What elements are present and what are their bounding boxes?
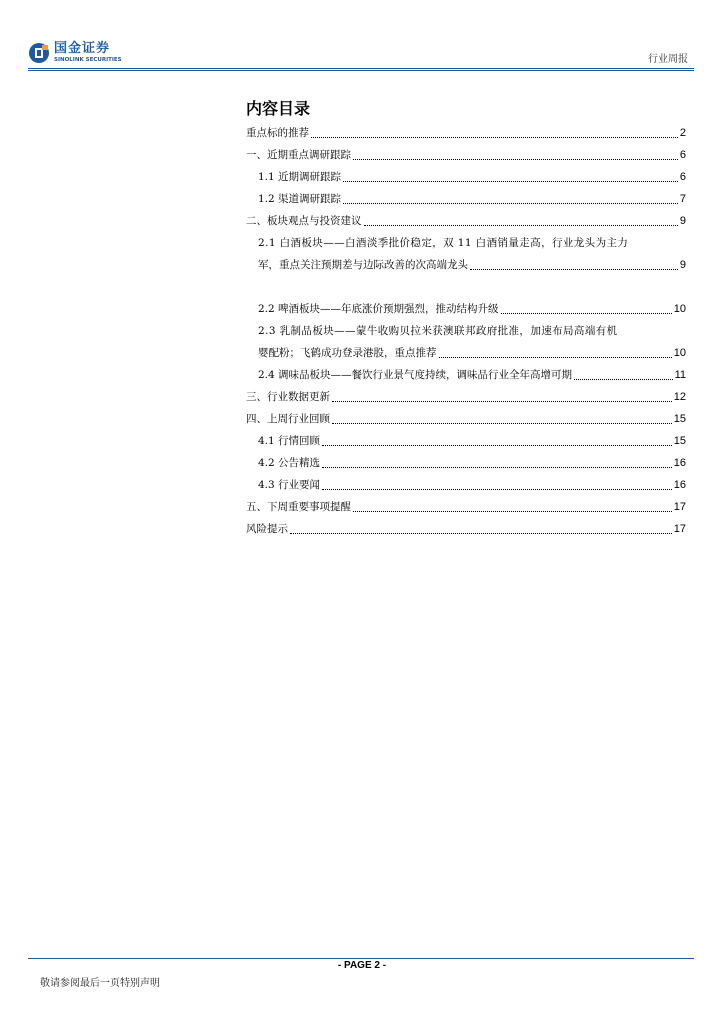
toc-entry-label: 军，重点关注预期差与边际改善的次高端龙头 [258, 259, 468, 271]
toc-entry-page: 10 [673, 347, 686, 359]
toc-entry-label-line1: 2.1 白酒板块——白酒淡季批价稳定，双 11 白酒销量走高，行业龙头为主力 [258, 237, 629, 249]
toc-entry-label: 婴配粉；飞鹤成功登录港股，重点推荐 [258, 347, 437, 359]
sinolink-logo-icon [28, 42, 50, 64]
toc-entry[interactable] [246, 386, 686, 408]
toc-leader-dots [322, 467, 672, 468]
toc-entry-label-line1: 2.3 乳制品板块——蒙牛收购贝拉米获澳联邦政府批准，加速布局高端有机 [258, 325, 618, 337]
toc-entry-label: 4.3 行业要闻 [258, 479, 321, 491]
toc-entry-label: 风险提示 [246, 523, 288, 535]
toc-entry[interactable] [258, 430, 686, 452]
toc-entry-page: 11 [674, 369, 686, 381]
toc-entry-page: 9 [679, 215, 686, 227]
toc-entry-page: 7 [679, 193, 686, 205]
toc-entry-page: 12 [673, 391, 686, 403]
disclaimer-note: 敬请参阅最后一页特别声明 [40, 978, 160, 989]
toc-entry-page: 9 [679, 259, 686, 271]
header-divider-secondary [28, 70, 694, 71]
toc-entry[interactable] [246, 144, 686, 166]
footer-divider [28, 958, 694, 959]
toc-leader-dots [353, 511, 672, 512]
toc-entry-label: 五、下周重要事项提醒 [246, 501, 351, 513]
toc-entry-label: 重点标的推荐 [246, 127, 309, 139]
report-type-label: 行业周报 [648, 54, 688, 65]
toc-entry[interactable] [246, 210, 686, 232]
toc-entry[interactable] [258, 364, 686, 386]
toc-entry-label: 4.1 行情回顾 [258, 435, 321, 447]
toc-entry[interactable] [246, 496, 686, 518]
toc-leader-dots [290, 533, 672, 534]
toc-leader-dots [343, 181, 678, 182]
toc-entry-label: 三、行业数据更新 [246, 391, 330, 403]
toc-entry[interactable] [258, 232, 686, 276]
toc-entry-label: 1.1 近期调研跟踪 [258, 171, 342, 183]
toc-entry[interactable] [258, 166, 686, 188]
toc-entry[interactable] [246, 122, 686, 144]
toc-entry-page: 17 [673, 523, 686, 535]
toc-entry-label: 四、上周行业回顾 [246, 413, 330, 425]
toc-leader-dots [322, 489, 672, 490]
toc-entry-page: 15 [673, 435, 686, 447]
logo-english-name: SINOLINK SECURITIES [54, 57, 122, 63]
toc-entry-page: 15 [673, 413, 686, 425]
toc-leader-dots [439, 357, 672, 358]
page-header [28, 36, 694, 68]
toc-leader-dots [311, 137, 678, 138]
toc-entry-page: 10 [673, 303, 686, 315]
toc-entry-label: 一、近期重点调研跟踪 [246, 149, 351, 161]
toc-entry-page: 6 [679, 149, 686, 161]
toc-entry-page: 17 [673, 501, 686, 513]
toc-entry-page: 16 [673, 479, 686, 491]
toc-leader-dots [322, 445, 672, 446]
toc-entry-label: 4.2 公告精选 [258, 457, 321, 469]
toc-entry[interactable] [246, 408, 686, 430]
toc-leader-dots [332, 423, 672, 424]
toc-entry-page: 2 [679, 127, 686, 139]
toc-entry-label: 2.4 调味品板块——餐饮行业景气度持续，调味品行业全年高增可期 [258, 369, 573, 381]
toc-entry[interactable] [258, 474, 686, 496]
page-number: - PAGE 2 - [337, 960, 387, 971]
company-logo [28, 42, 122, 64]
toc-leader-dots [470, 269, 678, 270]
toc-title: 内容目录 [246, 99, 311, 118]
toc-leader-dots [364, 225, 678, 226]
toc-entry[interactable] [258, 452, 686, 474]
toc-leader-dots [332, 401, 672, 402]
toc-entry[interactable] [258, 188, 686, 210]
toc-entry-label: 2.2 啤酒板块——年底涨价预期强烈，推动结构升级 [258, 303, 499, 315]
toc-entry-label: 1.2 渠道调研跟踪 [258, 193, 342, 205]
toc-leader-dots [343, 203, 678, 204]
header-divider [28, 68, 694, 69]
logo-chinese-name: 国金证券 [54, 41, 111, 56]
toc-entry[interactable] [258, 298, 686, 364]
toc-leader-dots [353, 159, 678, 160]
toc-entry-label: 二、板块观点与投资建议 [246, 215, 362, 227]
toc-entry[interactable] [246, 518, 686, 540]
toc-entry-page: 16 [673, 457, 686, 469]
toc-leader-dots [574, 379, 673, 380]
toc-entry-page: 6 [679, 171, 686, 183]
